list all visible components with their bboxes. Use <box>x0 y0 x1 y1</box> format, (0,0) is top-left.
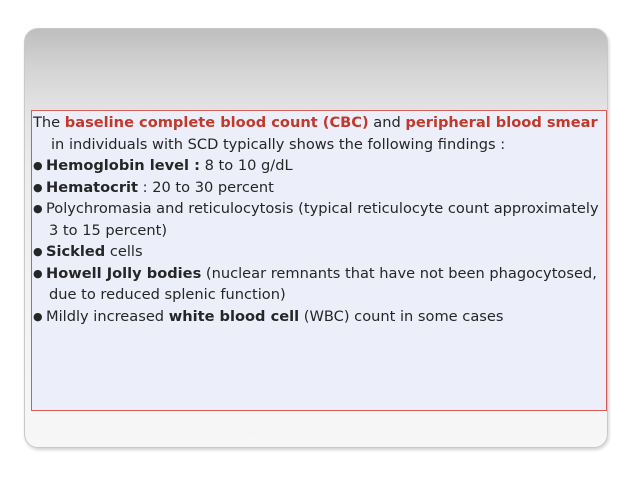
bullet-text: : 20 to 30 percent <box>138 178 274 196</box>
bullet-dot-icon: ● <box>33 245 43 258</box>
bullet-bold: Hematocrit <box>46 178 138 196</box>
bullet-wbc <box>33 306 603 328</box>
bullet-sickled <box>33 241 603 263</box>
bullet-hemoglobin <box>33 155 603 177</box>
bullet-dot-icon: ● <box>33 180 43 194</box>
bullet-dot-icon: ● <box>33 202 43 215</box>
bullet-polychromasia <box>33 198 603 241</box>
bullet-dot-icon: ● <box>33 266 43 280</box>
intro-mid: and <box>368 114 406 131</box>
bullet-dot-icon: ● <box>33 309 43 323</box>
bullet-pre: Mildly increased <box>46 307 169 325</box>
bullet-text: (WBC) count in some cases <box>299 307 504 325</box>
slide-text <box>33 112 603 327</box>
bullet-text: cells <box>105 243 143 260</box>
bullet-bold: Sickled <box>46 243 106 260</box>
bullet-bold: Hemoglobin level : <box>46 157 200 174</box>
bullet-bold: white blood cell <box>168 307 300 325</box>
bullet-bold: Howell Jolly bodies <box>46 264 202 282</box>
intro-post: in individuals with SCD typically shows the following findings : <box>51 135 506 153</box>
intro-highlight-smear: peripheral blood smear <box>405 114 598 131</box>
bullet-hematocrit <box>33 177 603 199</box>
bullet-text: (nuclear remnants that have not been phagocytosed, due to reduced splenic function) <box>49 264 597 303</box>
bullet-text: 8 to 10 g/dL <box>199 157 293 174</box>
bullet-dot-icon: ● <box>33 159 43 172</box>
bullet-text: Polychromasia and reticulocytosis (typical reticulocyte count approximately 3 to 15 percent) <box>46 200 599 239</box>
intro-pre: The <box>33 114 65 131</box>
intro-highlight-cbc: baseline complete blood count (CBC) <box>64 114 369 131</box>
intro-paragraph <box>33 112 603 155</box>
bullet-howell-jolly <box>33 263 603 306</box>
